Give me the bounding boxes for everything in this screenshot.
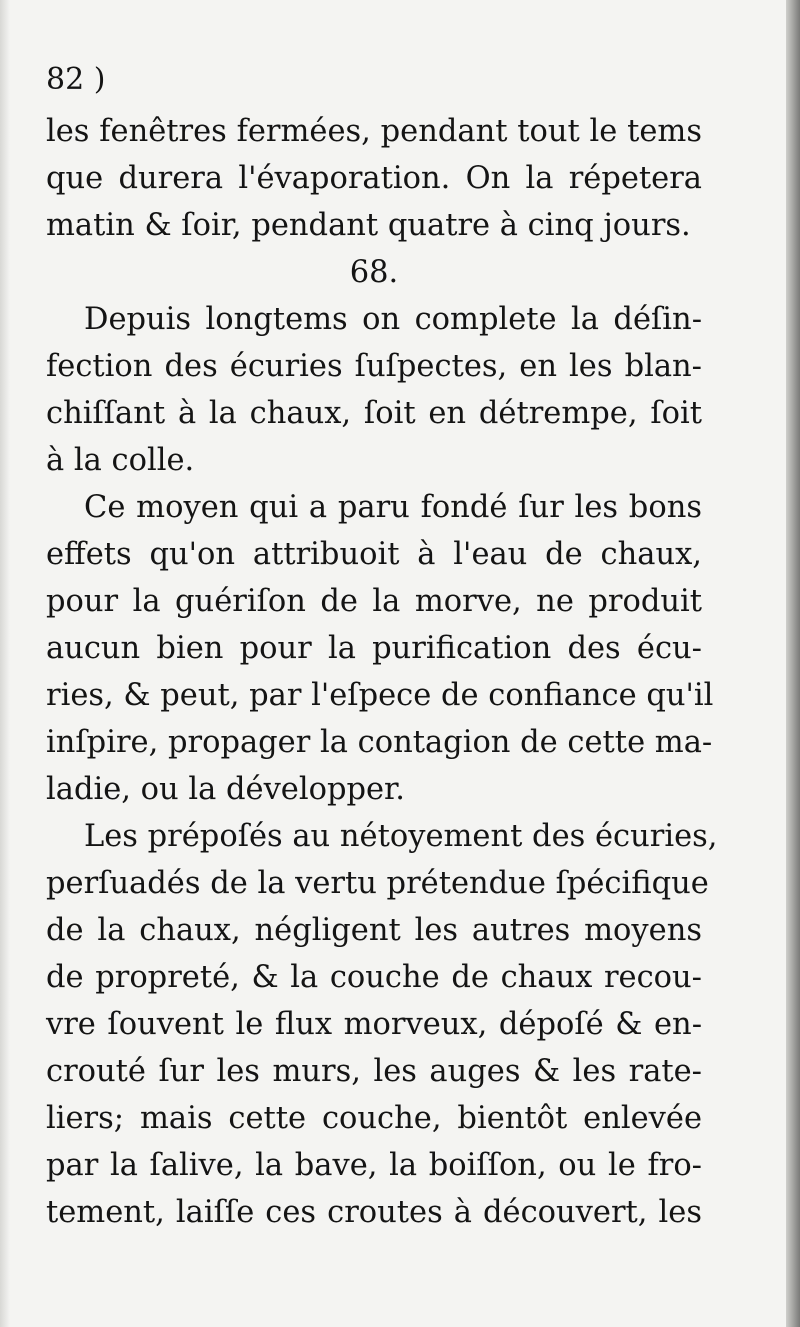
page-number: 82 ): [46, 62, 106, 97]
text-line: liers; mais cette couche, bientôt enlevée: [46, 1101, 702, 1136]
page-text: [46, 52, 718, 1236]
text-line: crouté ſur les murs, les auges & les rate-: [46, 1054, 702, 1089]
text-line: de la chaux, négligent les autres moyens: [46, 913, 702, 948]
text-line: aucun bien pour la purification des écu-: [46, 631, 702, 666]
text-line: ladie, ou la développer.: [46, 772, 405, 807]
page-right-edge: [786, 0, 800, 1327]
text-line: effets qu'on attribuoit à l'eau de chaux,: [46, 537, 702, 572]
text-line: vre ſouvent le flux morveux, dépoſé & en-: [46, 1007, 702, 1042]
text-line: chiſſant à la chaux, ſoit en détrempe, ſoit: [46, 396, 702, 431]
text-line: pour la guériſon de la morve, ne produit: [46, 584, 702, 619]
section-number: 68.: [349, 255, 399, 290]
text-line: de propreté, & la couche de chaux recou-: [46, 960, 702, 995]
page-left-shadow: [0, 0, 10, 1327]
text-line: Depuis longtems on complete la déſin-: [84, 302, 702, 337]
text-line: tement, laiſſe ces croutes à découvert, les: [46, 1195, 702, 1230]
text-line: fection des écuries ſuſpectes, en les blan-: [46, 349, 702, 384]
text-line: que durera l'évaporation. On la répetera: [46, 161, 702, 196]
text-line: les fenêtres fermées, pendant tout le tems: [46, 114, 702, 149]
text-line: inſpire, propager la contagion de cette ma-: [46, 725, 713, 760]
text-line: ries, & peut, par l'eſpece de confiance qu'il: [46, 678, 714, 713]
text-line: par la ſalive, la bave, la boiſſon, ou le fro-: [46, 1148, 702, 1183]
text-line: Les prépoſés au nétoyement des écuries,: [84, 819, 718, 854]
text-line: Ce moyen qui a paru fondé ſur les bons: [84, 490, 702, 525]
text-line: perſuadés de la vertu prétendue ſpécifique: [46, 866, 709, 901]
text-line: à la colle.: [46, 443, 195, 478]
text-line: matin & ſoir, pendant quatre à cinq jours.: [46, 208, 691, 243]
